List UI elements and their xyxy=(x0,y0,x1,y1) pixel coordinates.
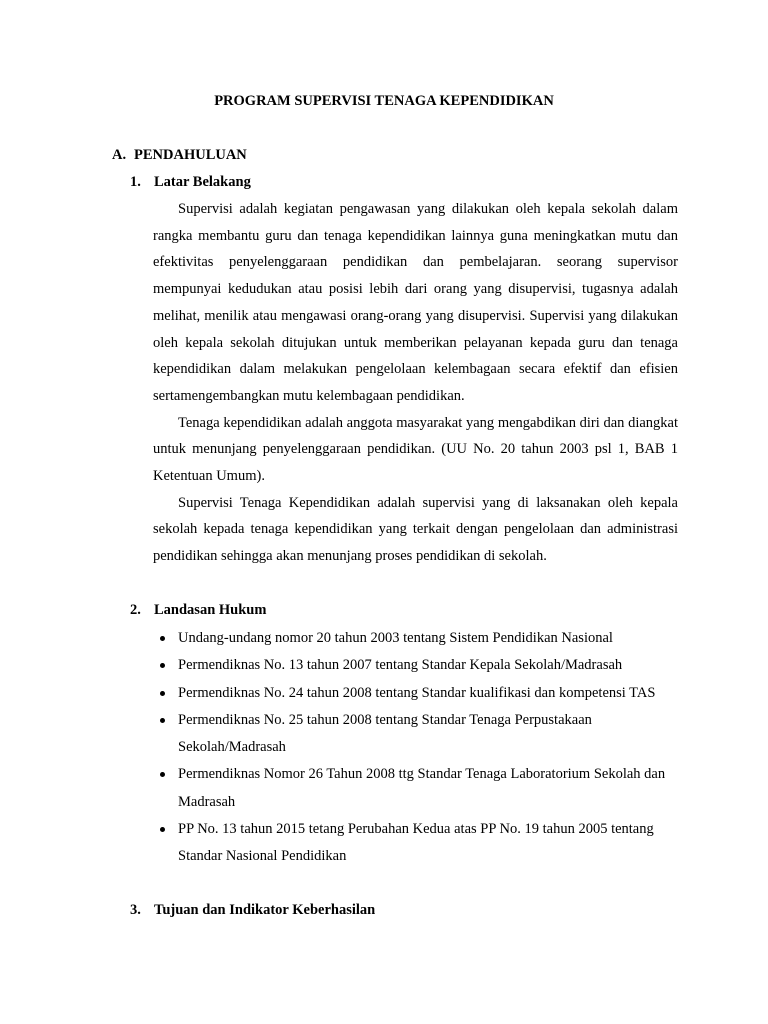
list-item-text: PP No. 13 tahun 2015 tetang Perubahan Kedua atas PP No. 19 tahun 2005 tentang Standar Nasional Pendidikan xyxy=(178,821,654,865)
list-item xyxy=(153,680,683,707)
latar-belakang-body xyxy=(153,196,678,570)
section-a-marker: A. xyxy=(112,147,127,163)
subsection-2-heading xyxy=(130,600,266,620)
subsection-1-marker: 1. xyxy=(130,174,141,190)
list-item xyxy=(153,625,683,652)
list-item xyxy=(153,761,683,816)
section-a-heading xyxy=(112,145,247,165)
paragraph: Tenaga kependidikan adalah anggota masyarakat yang mengabdikan diri dan diangkat untuk menunjang penyelenggaraan pendidikan. (UU No. 20 tahun 2003 psl 1, BAB 1 Ketentuan Umum). xyxy=(153,414,678,485)
paragraph: Supervisi Tenaga Kependidikan adalah supervisi yang di laksanakan oleh kepala sekolah kepada tenaga kependidikan yang terkait dengan pengelolaan dan administrasi pendidikan sehingga akan menunjang proses pendidikan di sekolah. xyxy=(153,494,678,565)
list-item xyxy=(153,707,683,762)
subsection-2-marker: 2. xyxy=(130,602,141,618)
list-item xyxy=(153,816,683,871)
list-item-text: Permendiknas No. 24 tahun 2008 tentang Standar kualifikasi dan kompetensi TAS xyxy=(178,684,656,701)
landasan-hukum-list xyxy=(153,625,683,871)
document-title: PROGRAM SUPERVISI TENAGA KEPENDIDIKAN xyxy=(214,93,554,109)
bullet-icon xyxy=(160,827,165,832)
bullet-icon xyxy=(160,636,165,641)
bullet-icon xyxy=(160,718,165,723)
subsection-3-marker: 3. xyxy=(130,902,141,918)
list-item xyxy=(153,652,683,679)
paragraph: Supervisi adalah kegiatan pengawasan yang dilakukan oleh kepala sekolah dalam rangka membantu guru dan tenaga kependidikan lainnya guna meningkatkan mutu dan efektivitas penyelenggaraan pendidikan dan pembelajaran. seorang supervisor mempunyai kedudukan atau posisi lebih dari orang yang disupervisi, tugasnya adalah melihat, menilik atau mengawasi orang-orang yang disupervisi. Supervisi yang dilakukan oleh kepala sekolah ditujukan untuk memberikan pelayanan kepada guru dan tenaga kependidikan dalam melakukan pengelolaan kelembagaan secara efektif dan efisien sertamengembangkan mutu kelembagaan pendidikan. xyxy=(153,201,678,404)
subsection-3-title: Tujuan dan Indikator Keberhasilan xyxy=(154,902,376,918)
section-a-title: PENDAHULUAN xyxy=(134,147,247,163)
bullet-icon xyxy=(160,772,165,777)
bullet-icon xyxy=(160,691,165,696)
list-item-text: Undang-undang nomor 20 tahun 2003 tentang Sistem Pendidikan Nasional xyxy=(178,630,613,646)
subsection-1-heading xyxy=(130,172,251,192)
bullet-icon xyxy=(160,663,165,668)
subsection-2-title: Landasan Hukum xyxy=(154,602,267,618)
subsection-3-heading xyxy=(130,900,375,920)
list-item-text: Permendiknas No. 13 tahun 2007 tentang Standar Kepala Sekolah/Madrasah xyxy=(178,657,623,674)
list-item-text: Permendiknas Nomor 26 Tahun 2008 ttg Standar Tenaga Laboratorium Sekolah dan Madrasah xyxy=(178,766,666,810)
list-item-text: Permendiknas No. 25 tahun 2008 tentang Standar Tenaga Perpustakaan Sekolah/Madrasah xyxy=(178,711,592,756)
subsection-1-title: Latar Belakang xyxy=(154,174,251,190)
